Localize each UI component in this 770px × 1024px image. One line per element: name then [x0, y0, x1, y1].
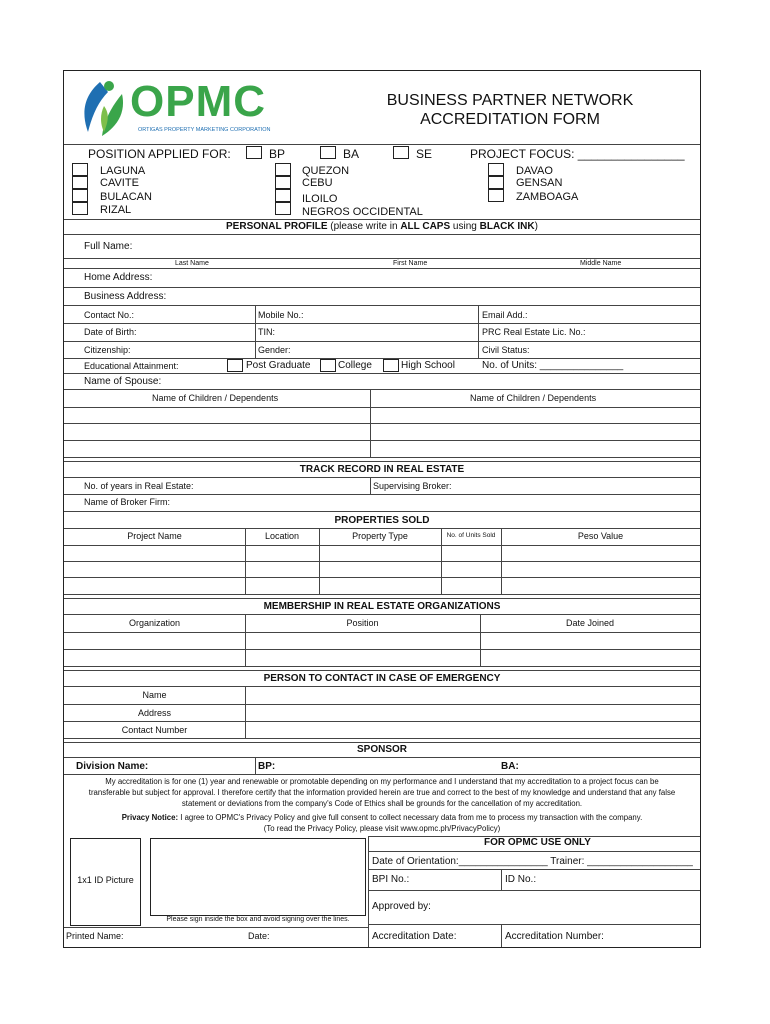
gensan-checkbox[interactable]	[488, 176, 504, 189]
children-header-right: Name of Children / Dependents	[470, 393, 597, 403]
accreditation-number-label: Accreditation Number:	[505, 931, 604, 942]
education-label: Educational Attainment:	[84, 361, 179, 371]
form-title-line1: BUSINESS PARTNER NETWORK	[386, 92, 634, 109]
location-negros: NEGROS OCCIDENTAL	[302, 206, 423, 218]
bp-label: BP	[269, 147, 286, 161]
col-project-name: Project Name	[127, 531, 182, 541]
division-name-label: Division Name:	[76, 761, 149, 772]
ba-checkbox[interactable]	[320, 146, 336, 159]
col-position: Position	[346, 618, 379, 628]
signature-box[interactable]	[150, 838, 366, 916]
location-cavite: CAVITE	[100, 177, 139, 189]
bpi-no-label: BPI No.:	[372, 874, 410, 885]
years-in-real-estate-label: No. of years in Real Estate:	[84, 481, 194, 491]
no-of-units-label: No. of Units: _______________	[482, 360, 624, 371]
quezon-checkbox[interactable]	[275, 163, 291, 176]
location-cebu: CEBU	[302, 177, 333, 189]
location-quezon: QUEZON	[302, 165, 350, 177]
date-label: Date:	[248, 931, 270, 941]
business-address-label: Business Address:	[84, 291, 167, 302]
position-label: POSITION APPLIED FOR:	[88, 147, 231, 161]
cebu-checkbox[interactable]	[275, 176, 291, 189]
laguna-checkbox[interactable]	[72, 163, 88, 176]
post-graduate-checkbox[interactable]	[227, 359, 243, 372]
accreditation-date-label: Accreditation Date:	[372, 931, 457, 942]
location-bulacan: BULACAN	[100, 191, 152, 203]
children-header-left: Name of Children / Dependents	[152, 393, 279, 403]
bulacan-checkbox[interactable]	[72, 189, 88, 202]
sponsor-header: SPONSOR	[356, 744, 407, 755]
privacy-notice: Privacy Notice: I agree to OPMC's Privacy Policy and give full consent to collect necessary data from me to process my transaction with the company.	[121, 813, 643, 822]
email-label: Email Add.:	[482, 310, 528, 320]
civil-status-label: Civil Status:	[482, 345, 530, 355]
davao-checkbox[interactable]	[488, 163, 504, 176]
project-focus-label: PROJECT FOCUS: ________________	[470, 147, 685, 161]
location-rizal: RIZAL	[100, 204, 132, 216]
contact-no-label: Contact No.:	[84, 310, 135, 320]
ba-label: BA	[343, 147, 360, 161]
sign-note: Please sign inside the box and avoid signing over the lines.	[166, 916, 350, 923]
id-no-label: ID No.:	[505, 874, 537, 885]
emergency-address-label: Address	[137, 708, 172, 718]
rizal-checkbox[interactable]	[72, 202, 88, 215]
se-label: SE	[416, 147, 433, 161]
emergency-contact-label: Contact Number	[121, 725, 188, 735]
declaration-line3: statement or deviations from the company's Code of Ethics shall be grounds for the cancellation of my accreditation.	[181, 799, 583, 808]
declaration-line1: My accreditation is for one (1) year and renewable or promotable depending on my performance and I understand that my accreditation to a project focus can be	[105, 777, 659, 786]
tin-label: TIN:	[258, 327, 275, 337]
post-graduate-label: Post Graduate	[246, 360, 311, 371]
leaf-icon	[78, 76, 128, 138]
logo-tagline: ORTIGAS PROPERTY MARKETING CORPORATION	[138, 127, 271, 133]
logo-text: OPMC	[130, 77, 266, 126]
bp-checkbox[interactable]	[246, 146, 262, 159]
track-record-header: TRACK RECORD IN REAL ESTATE	[299, 464, 465, 475]
cavite-checkbox[interactable]	[72, 176, 88, 189]
citizenship-label: Citizenship:	[84, 345, 131, 355]
opmc-logo	[78, 76, 288, 138]
supervising-broker-label: Supervising Broker:	[373, 481, 452, 491]
emergency-header: PERSON TO CONTACT IN CASE OF EMERGENCY	[263, 673, 501, 684]
middle-name-label: Middle Name	[580, 260, 622, 267]
mobile-no-label: Mobile No.:	[258, 310, 304, 320]
col-location: Location	[264, 531, 300, 541]
printed-name-label: Printed Name:	[66, 931, 124, 941]
college-label: College	[338, 360, 372, 371]
orientation-line: Date of Orientation:________________ Trainer: ___________________	[372, 856, 693, 867]
broker-firm-label: Name of Broker Firm:	[84, 497, 171, 507]
first-name-label: First Name	[393, 260, 428, 267]
form-title-line2: ACCREDITATION FORM	[420, 111, 600, 128]
high-school-checkbox[interactable]	[383, 359, 399, 372]
location-laguna: LAGUNA	[100, 165, 146, 177]
dob-label: Date of Birth:	[84, 327, 137, 337]
col-date-joined: Date Joined	[565, 618, 615, 628]
id-picture-label: 1x1 ID Picture	[77, 875, 134, 885]
declaration-line2: transferable but subject for approval. I therefore certify that the information provided herein are true and correct to the best of my knowledge and understand that any false	[88, 788, 676, 797]
sponsor-ba-label: BA:	[501, 761, 519, 772]
approved-by-label: Approved by:	[372, 901, 431, 912]
last-name-label: Last Name	[175, 260, 209, 267]
se-checkbox[interactable]	[393, 146, 409, 159]
personal-profile-header: PERSONAL PROFILE (please write in ALL CAPS using BLACK INK)	[226, 221, 538, 232]
opmc-use-header: FOR OPMC USE ONLY	[484, 837, 591, 848]
privacy-link[interactable]: (To read the Privacy Policy, please visit www.opmc.ph/PrivacyPolicy)	[263, 824, 501, 833]
sponsor-bp-label: BP:	[258, 761, 276, 772]
negros-checkbox[interactable]	[275, 202, 291, 215]
properties-sold-header: PROPERTIES SOLD	[334, 515, 430, 526]
location-zamboaga: ZAMBOAGA	[516, 191, 579, 203]
iloilo-checkbox[interactable]	[275, 189, 291, 202]
col-units-sold: No. of Units Sold	[446, 532, 496, 539]
col-organization: Organization	[128, 618, 181, 628]
emergency-name-label: Name	[142, 690, 167, 700]
prc-label: PRC Real Estate Lic. No.:	[482, 327, 586, 337]
high-school-label: High School	[401, 360, 455, 371]
home-address-label: Home Address:	[84, 272, 153, 283]
location-gensan: GENSAN	[516, 177, 563, 189]
membership-header: MEMBERSHIP IN REAL ESTATE ORGANIZATIONS	[263, 601, 501, 612]
spouse-label: Name of Spouse:	[84, 376, 162, 387]
gender-label: Gender:	[258, 345, 291, 355]
location-iloilo: ILOILO	[302, 193, 338, 205]
col-peso-value: Peso Value	[577, 531, 624, 541]
zamboaga-checkbox[interactable]	[488, 189, 504, 202]
full-name-label: Full Name:	[84, 241, 133, 252]
college-checkbox[interactable]	[320, 359, 336, 372]
col-property-type: Property Type	[352, 531, 408, 541]
location-davao: DAVAO	[516, 165, 553, 177]
